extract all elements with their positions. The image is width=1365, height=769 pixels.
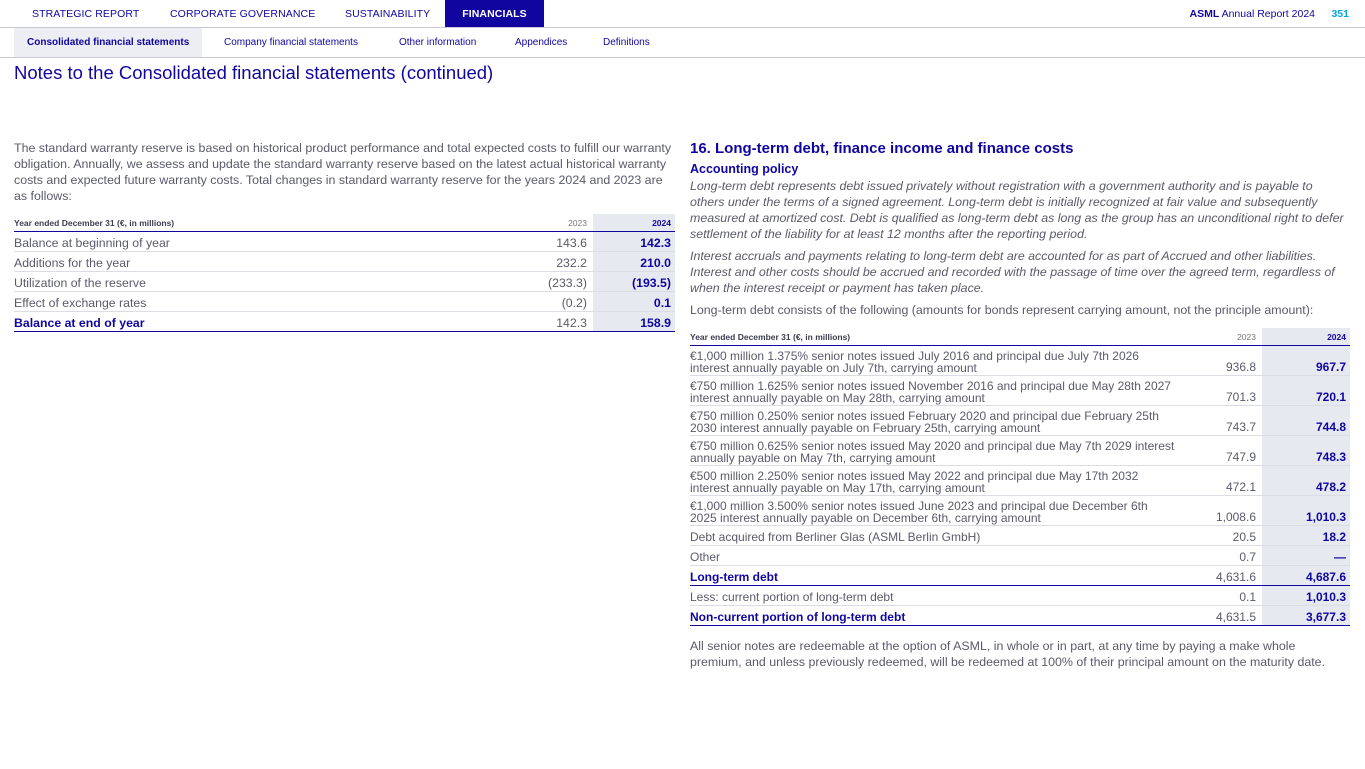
nav-strategic-report[interactable]: STRATEGIC REPORT: [32, 8, 140, 20]
row-label-line-2: annually payable on May 7th, carrying amount: [690, 451, 936, 465]
table-header-2024: 2024: [1262, 328, 1350, 346]
table-row: [14, 252, 675, 272]
row-label-line-2: interest annually payable on May 28th, carrying amount: [690, 391, 985, 405]
table-row: [690, 526, 1350, 546]
table-row: [690, 496, 1350, 526]
row-value-2024: 210.0: [593, 252, 675, 272]
row-value-2024: 3,677.3: [1262, 606, 1350, 626]
right-column: [690, 140, 1350, 670]
table-row: [690, 346, 1350, 376]
row-value-2024: 748.3: [1262, 436, 1350, 466]
section-heading: 16. Long-term debt, finance income and finance costs: [690, 140, 1074, 157]
row-value-2024: (193.5): [593, 272, 675, 292]
row-value-2023: 1,008.6: [1186, 496, 1262, 526]
row-label-line-1: €750 million 0.625% senior notes issued May 2020 and principal due May 7th 2029 interest: [690, 439, 1175, 453]
table-header-label: Year ended December 31 (€, in millions): [14, 214, 519, 232]
row-label: [690, 376, 1186, 406]
row-value-2023: 143.6: [519, 232, 593, 252]
row-label-line-1: €1,000 million 1.375% senior notes issued July 2016 and principal due July 7th 2026: [690, 349, 1139, 363]
row-label: [690, 496, 1186, 526]
row-value-2024: 0.1: [593, 292, 675, 312]
nav-financials[interactable]: FINANCIALS: [445, 0, 544, 27]
row-label-line-1: €1,000 million 3.500% senior notes issued June 2023 and principal due December 6th: [690, 499, 1148, 513]
row-label: Less: current portion of long-term debt: [690, 586, 1186, 606]
row-value-2023: 701.3: [1186, 376, 1262, 406]
debt-intro-paragraph: Long-term debt consists of the following (amounts for bonds represent carrying amount, not the principle amount):: [690, 303, 1314, 317]
row-value-2023: 747.9: [1186, 436, 1262, 466]
table-header-label: Year ended December 31 (€, in millions): [690, 328, 1186, 346]
row-value-2023: 232.2: [519, 252, 593, 272]
row-label-line-2: 2030 interest annually payable on February 25th, carrying amount: [690, 421, 1041, 435]
row-value-2023: (0.2): [519, 292, 593, 312]
row-value-2024: 142.3: [593, 232, 675, 252]
row-label: Effect of exchange rates: [14, 292, 519, 312]
row-value-2023: 472.1: [1186, 466, 1262, 496]
row-label-line-1: €750 million 0.250% senior notes issued February 2020 and principal due February 25th: [690, 409, 1159, 423]
row-label: Balance at beginning of year: [14, 232, 519, 252]
subnav-company-financial-statements[interactable]: Company financial statements: [224, 37, 358, 48]
row-label: Balance at end of year: [14, 312, 519, 332]
subnav-appendices[interactable]: Appendices: [515, 37, 568, 48]
row-label-line-2: interest annually payable on May 17th, carrying amount: [690, 481, 985, 495]
row-value-2024: 1,010.3: [1262, 496, 1350, 526]
left-column: [14, 140, 675, 332]
row-value-2024: 967.7: [1262, 346, 1350, 376]
table-header-2023: 2023: [1186, 328, 1262, 346]
row-label: Utilization of the reserve: [14, 272, 519, 292]
row-value-2023: 0.7: [1186, 546, 1262, 566]
row-label: Other: [690, 546, 1186, 566]
policy-paragraph-2: Interest accruals and payments relating to long-term debt are accounted for as part of Accrued and other liabilities. Interest and other costs should be accrued and recorded with the passage of time over the agreed term, regardless of when the interest receipt or payment has taken place.: [690, 249, 1335, 295]
table-header-row: [690, 328, 1350, 346]
nav-sustainability[interactable]: SUSTAINABILITY: [345, 8, 431, 20]
table-header-2024: 2024: [593, 214, 675, 232]
table-row: [690, 406, 1350, 436]
row-value-2024: 744.8: [1262, 406, 1350, 436]
row-value-2024: 1,010.3: [1262, 586, 1350, 606]
row-value-2024: 720.1: [1262, 376, 1350, 406]
report-brand: [1190, 0, 1316, 29]
policy-paragraph-1: Long-term debt represents debt issued privately without registration with a government authority and is payable to others under the terms of a signed agreement. Long-term debt is initially recognized at fair value and subsequently measured at amortized cost. Debt is qualified as long-term debt as long as the group has an unconditional right to defer settlement of the liability for at least 12 months after the reporting period.: [690, 179, 1344, 241]
redemption-note: All senior notes are redeemable at the option of ASML, in whole or in part, at any time by paying a make whole premium, and unless previously redeemed, will be redeemed at 100% of their principal amount on the maturity date.: [690, 639, 1326, 669]
row-value-2024: —: [1262, 546, 1350, 566]
row-label-line-1: €500 million 2.250% senior notes issued May 2022 and principal due May 17th 2032: [690, 469, 1139, 483]
table-total-row: [690, 606, 1350, 626]
row-label: Long-term debt: [690, 566, 1186, 586]
subnav-consolidated-financial-statements[interactable]: Consolidated financial statements: [14, 28, 202, 57]
table-row: [690, 376, 1350, 406]
table-row: [690, 436, 1350, 466]
warranty-table: [14, 214, 675, 332]
row-value-2023: (233.3): [519, 272, 593, 292]
table-row: [690, 546, 1350, 566]
table-header-2023: 2023: [519, 214, 593, 232]
subnav-definitions[interactable]: Definitions: [603, 37, 650, 48]
row-label: [690, 346, 1186, 376]
warranty-intro: The standard warranty reserve is based on historical product performance and total expected costs to fulfill our warranty obligation. Annually, we assess and update the standard warranty reserve based on the latest actual historical warranty costs and expected future warranty costs. Total changes in standard warranty reserve for the years 2024 and 2023 are as follows:: [14, 141, 672, 203]
row-label-line-2: 2025 interest annually payable on December 6th, carrying amount: [690, 511, 1041, 525]
sub-navigation: [0, 28, 1365, 58]
page-title: Notes to the Consolidated financial statements (continued): [14, 62, 494, 83]
row-label: Additions for the year: [14, 252, 519, 272]
table-row: [14, 232, 675, 252]
table-subtotal-row: [690, 566, 1350, 586]
table-row: [14, 292, 675, 312]
row-value-2023: 743.7: [1186, 406, 1262, 436]
accounting-policy-heading: Accounting policy: [690, 162, 799, 176]
table-row: [690, 466, 1350, 496]
table-total-row: [14, 312, 675, 332]
table-row: [690, 586, 1350, 606]
row-label-line-2: interest annually payable on July 7th, carrying amount: [690, 361, 977, 375]
table-header-row: [14, 214, 675, 232]
brand-report-title: Annual Report 2024: [1221, 8, 1315, 20]
row-label: [690, 436, 1186, 466]
row-value-2023: 142.3: [519, 312, 593, 332]
row-value-2023: 4,631.6: [1186, 566, 1262, 586]
row-label: Non-current portion of long-term debt: [690, 606, 1186, 626]
nav-corporate-governance[interactable]: CORPORATE GOVERNANCE: [170, 8, 316, 20]
top-navigation: [0, 0, 1365, 28]
row-value-2023: 936.8: [1186, 346, 1262, 376]
row-label: [690, 466, 1186, 496]
row-label: Debt acquired from Berliner Glas (ASML Berlin GmbH): [690, 526, 1186, 546]
table-row: [14, 272, 675, 292]
row-label: [690, 406, 1186, 436]
subnav-other-information[interactable]: Other information: [399, 37, 477, 48]
row-label-line-1: €750 million 1.625% senior notes issued November 2016 and principal due May 28th 2027: [690, 379, 1171, 393]
row-value-2023: 0.1: [1186, 586, 1262, 606]
row-value-2024: 4,687.6: [1262, 566, 1350, 586]
long-term-debt-table: [690, 328, 1350, 626]
row-value-2024: 18.2: [1262, 526, 1350, 546]
row-value-2024: 158.9: [593, 312, 675, 332]
row-value-2023: 20.5: [1186, 526, 1262, 546]
row-value-2024: 478.2: [1262, 466, 1350, 496]
row-value-2023: 4,631.5: [1186, 606, 1262, 626]
page-number: 351: [1331, 8, 1349, 20]
brand-name: ASML: [1189, 8, 1220, 20]
